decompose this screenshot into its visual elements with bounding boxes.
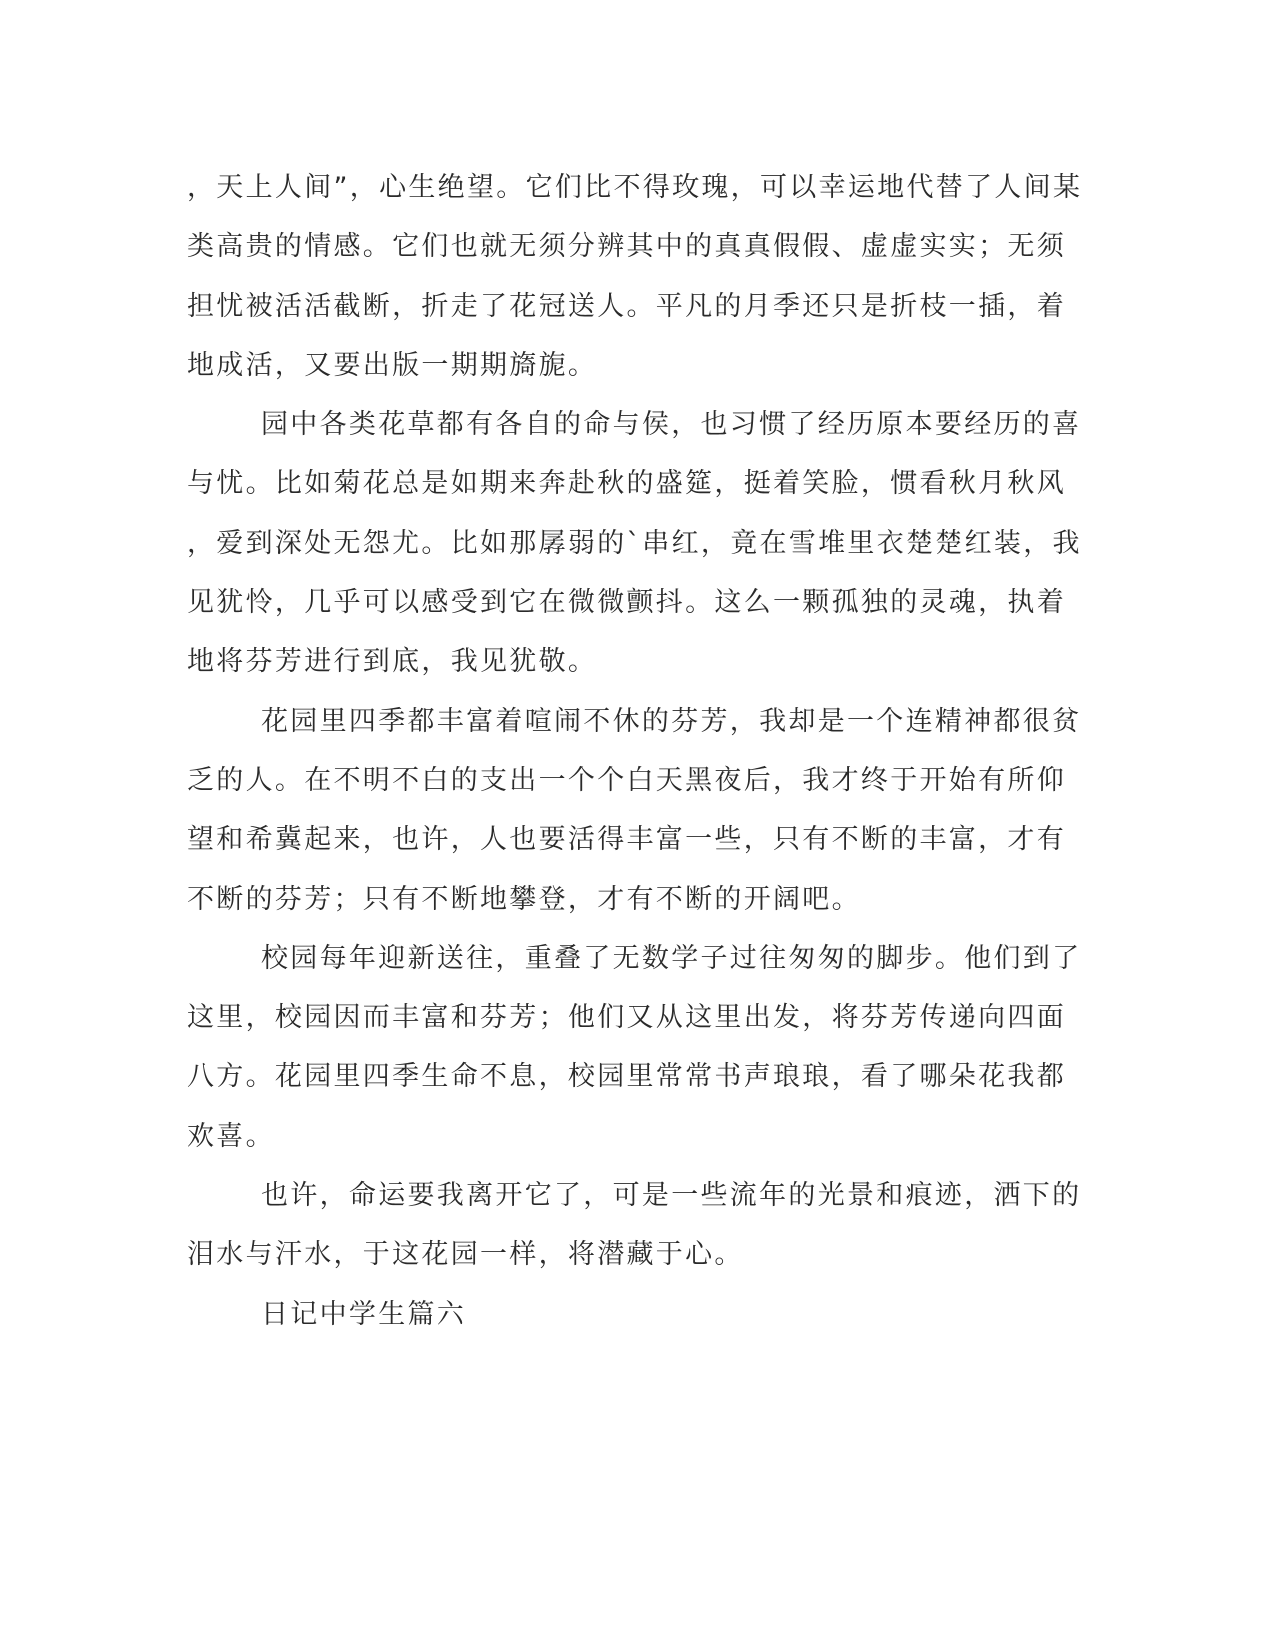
text-line: 不断的芬芳；只有不断地攀登，才有不断的开阔吧。 bbox=[187, 883, 861, 915]
text-line: 与忧。比如菊花总是如期来奔赴秋的盛筵，挺着笑脸，惯看秋月秋风 bbox=[187, 468, 1066, 500]
text-line: ，爱到深处无怨尤。比如那孱弱的`串红，竟在雪堆里衣楚楚红装，我 bbox=[187, 527, 1082, 559]
text-line: 欢喜。 bbox=[187, 1120, 275, 1152]
text-line: 地将芬芳进行到底，我见犹敬。 bbox=[187, 646, 598, 678]
section-heading: 日记中学生篇六 bbox=[261, 1298, 467, 1330]
text-line: ，天上人间”，心生绝望。它们比不得玫瑰，可以幸运地代替了人间某 bbox=[187, 172, 1083, 203]
text-line: 望和希冀起来，也许，人也要活得丰富一些，只有不断的丰富，才有 bbox=[187, 824, 1066, 856]
paragraph-first-line: 园中各类花草都有各自的命与侯，也习惯了经历原本要经历的喜 bbox=[261, 409, 1082, 441]
text-line: 地成活，又要出版一期期旖旎。 bbox=[187, 349, 598, 381]
paragraph-first-line: 校园每年迎新送往，重叠了无数学子过往匆匆的脚步。他们到了 bbox=[261, 942, 1082, 974]
text-line: 八方。花园里四季生命不息，校园里常常书声琅琅，看了哪朵花我都 bbox=[187, 1061, 1066, 1093]
text-line: 类高贵的情感。它们也就无须分辨其中的真真假假、虚虚实实；无须 bbox=[187, 231, 1066, 263]
paragraph-first-line: 也许，命运要我离开它了，可是一些流年的光景和痕迹，洒下的 bbox=[261, 1180, 1082, 1212]
text-line: 这里，校园因而丰富和芬芳；他们又从这里出发，将芬芳传递向四面 bbox=[187, 1002, 1066, 1034]
text-line: 乏的人。在不明不白的支出一个个白天黑夜后，我才终于开始有所仰 bbox=[187, 764, 1066, 796]
text-line: 担忧被活活截断，折走了花冠送人。平凡的月季还只是折枝一插，着 bbox=[187, 290, 1066, 322]
body-text bbox=[187, 158, 1083, 1344]
paragraph-first-line: 花园里四季都丰富着喧闹不休的芬芳，我却是一个连精神都很贫 bbox=[261, 705, 1082, 737]
text-line: 泪水与汗水，于这花园一样，将潜藏于心。 bbox=[187, 1239, 744, 1271]
text-line: 见犹怜，几乎可以感受到它在微微颤抖。这么一颗孤独的灵魂，执着 bbox=[187, 587, 1066, 619]
